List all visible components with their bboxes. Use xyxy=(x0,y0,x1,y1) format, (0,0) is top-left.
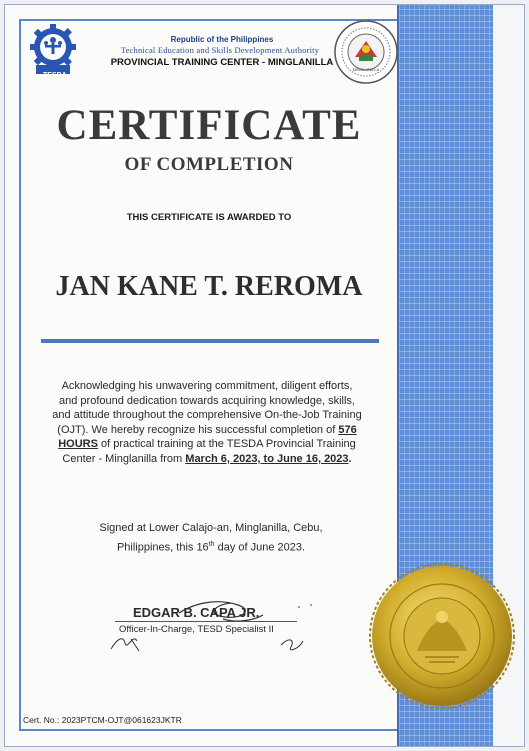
gold-seal-icon xyxy=(367,561,517,711)
signed-location-date: Signed at Lower Calajo-an, Minglanilla, Cebu, Philippines, this 16th day of June 2023. xyxy=(99,522,323,554)
hours-value: 576 HOURS xyxy=(58,423,357,451)
name-divider xyxy=(41,339,379,343)
header xyxy=(23,19,393,79)
recipient-name: JAN KANE T. REROMA xyxy=(55,271,363,302)
signatory-name: EDGAR B. CAPA JR. xyxy=(133,605,260,620)
signatory-title: Officer-In-Charge, TESD Specialist II xyxy=(119,624,274,635)
certificate-title: CERTIFICATE xyxy=(56,102,362,149)
ptc-minglanilla-seal-icon xyxy=(333,19,399,85)
tesda-logo-label: TESDA xyxy=(43,72,67,79)
certificate-paper xyxy=(4,4,525,747)
republic-line: Republic of the Philippines xyxy=(170,35,274,44)
certificate-number: Cert. No.: 2023PTCM-OJT@061623JKTR xyxy=(23,715,182,725)
training-dates: March 6, 2023, to June 16, 2023 xyxy=(185,452,349,465)
signatory-block xyxy=(115,605,315,635)
svg-text:MINGLANILLA: MINGLANILLA xyxy=(352,67,380,72)
awarded-to-line: THIS CERTIFICATE IS AWARDED TO xyxy=(126,212,292,223)
certificate-subtitle: OF COMPLETION xyxy=(124,154,294,175)
tesda-logo-icon xyxy=(27,23,79,75)
signature-line xyxy=(115,621,297,622)
authority-line: Technical Education and Skills Development Authority xyxy=(120,45,320,55)
body-paragraph: Acknowledging his unwavering commitment, diligent efforts, and profound dedication towards acquiring knowledge, skills, and attitude throughout the comprehensive On-the-Job Training (OJT). We hereby recognize his successful completion of 576 HOURS of practical training at the TESDA Provincial Training Center - Minglanilla from March 6, 2023, to June 16, 2023. xyxy=(52,380,362,465)
training-center-line: PROVINCIAL TRAINING CENTER - MINGLANILLA xyxy=(110,57,334,68)
